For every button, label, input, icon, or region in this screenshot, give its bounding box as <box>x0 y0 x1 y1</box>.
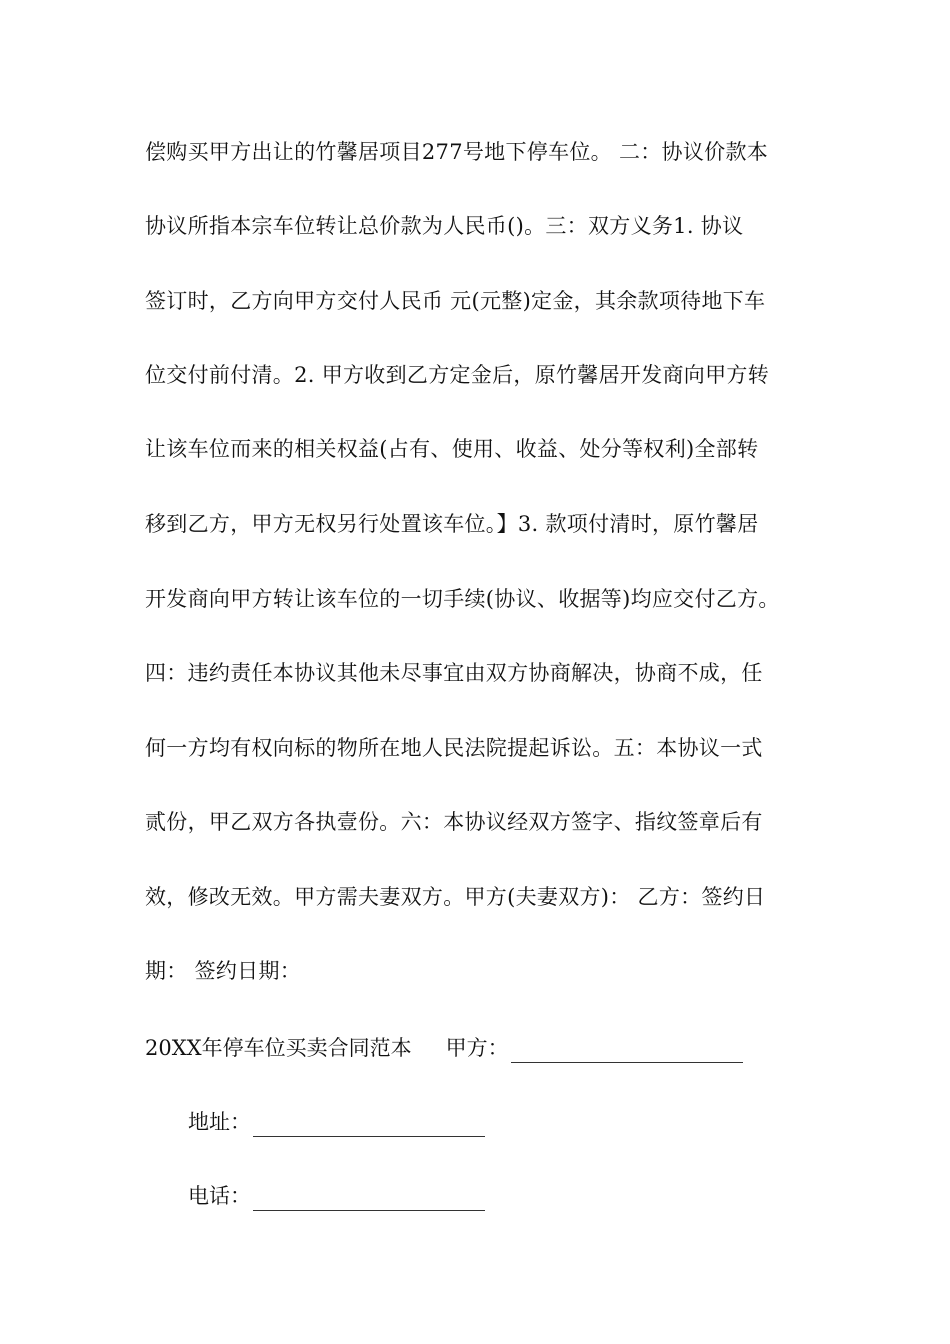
body-line: 贰份，甲乙双方各执壹份。六：本协议经双方签字、指纹签章后有 <box>145 810 763 834</box>
body-line: 期： 签约日期： <box>145 959 302 983</box>
body-line: 效，修改无效。甲方需夫妻双方。甲方(夫妻双方)： 乙方：签约日 <box>145 885 766 909</box>
body-line: 偿购买甲方出让的竹馨居项目277号地下停车位。 二：协议价款本 <box>145 140 769 164</box>
phone-field[interactable] <box>253 1188 485 1211</box>
phone-label: 电话： <box>188 1184 251 1208</box>
party-a-label: 甲方： <box>445 1036 509 1060</box>
body-line: 位交付前付清。2. 甲方收到乙方定金后，原竹馨居开发商向甲方转 <box>145 363 770 387</box>
body-line: 让该车位而来的相关权益(占有、使用、收益、处分等权利)全部转 <box>145 437 759 461</box>
body-line: 何一方均有权向标的物所在地人民法院提起诉讼。五：本协议一式 <box>145 736 763 760</box>
body-line: 开发商向甲方转让该车位的一切手续(协议、收据等)均应交付乙方。 <box>145 587 780 611</box>
body-line: 签订时，乙方向甲方交付人民币 元(元整)定金，其余款项待地下车 <box>145 289 766 313</box>
body-line: 移到乙方，甲方无权另行处置该车位。】3. 款项付清时，原竹馨居 <box>145 512 759 536</box>
body-line: 四：违约责任本协议其他未尽事宜由双方协商解决，协商不成，任 <box>145 661 763 685</box>
address-field[interactable] <box>253 1114 485 1137</box>
contract-title-row <box>145 1033 743 1063</box>
party-a-field[interactable] <box>511 1040 743 1063</box>
contract-title: 20XX年停车位买卖合同范本 <box>145 1036 412 1060</box>
body-line: 协议所指本宗车位转让总价款为人民币()。三：双方义务1. 协议 <box>145 214 744 238</box>
phone-row <box>188 1181 485 1211</box>
address-row <box>188 1107 485 1137</box>
address-label: 地址： <box>188 1110 251 1134</box>
